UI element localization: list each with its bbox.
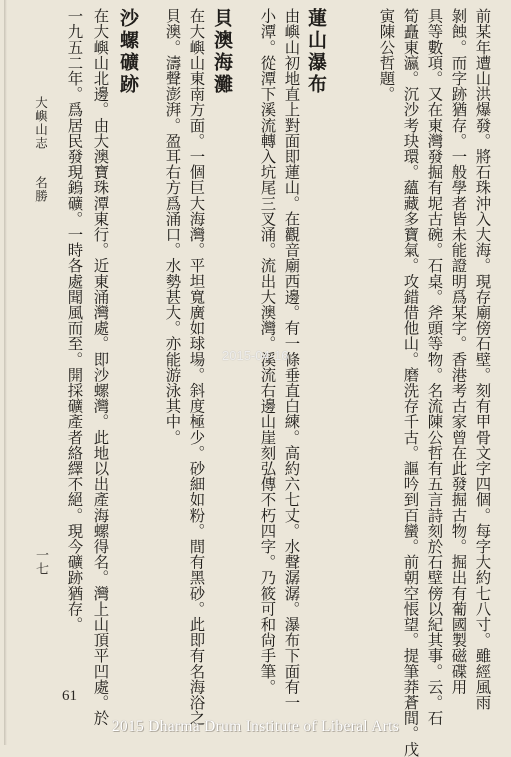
section-heading-sha-lo-mine: 沙螺礦跡 bbox=[117, 8, 139, 96]
text-column-12: 貝澳。濤聲澎湃。盈耳右方爲涌口。水勢甚大。亦能游泳其中。 bbox=[163, 8, 182, 445]
chapter-page-number: 一七 bbox=[33, 548, 48, 576]
text-column-14: 在大嶼山北邊。由大澳寶珠潭東行。近東涌灣處。即沙螺灣。此地以出產海螺得名。灣上山頂平凹處。於 bbox=[91, 8, 110, 726]
text-column-1: 前某年遭山洪爆發。將石珠沖入大海。現存廟傍石壁。刻有甲骨文字四個。每字大約七八寸。雖經風雨 bbox=[473, 8, 492, 710]
text-column-8: 由嶼山初地直上對面即蓮山。在觀音廟西邊。有一條垂直白練。高約六七丈。水聲潺潺。瀑布下面有一 bbox=[282, 8, 301, 710]
folio-number: 61 bbox=[62, 688, 77, 704]
text-column-3: 具等數項。又在東灣發掘有坭古碗。石桌。斧頭等物。名流陳公哲有五言詩刻於石壁傍以紀其事。云。石 bbox=[425, 8, 444, 726]
section-label: 名勝 bbox=[33, 176, 49, 203]
date-watermark: 2015-04-16 bbox=[222, 348, 289, 363]
running-header: 大嶼山志 bbox=[33, 96, 49, 150]
section-heading-lotus-waterfall: 蓮山瀑布 bbox=[305, 8, 327, 96]
section-heading-pui-o-beach: 貝澳海灘 bbox=[211, 8, 233, 96]
text-column-4: 筍矗東瀛。沉沙考玦環。蘊藏多寶氣。攻錯借他山。磨洗存千古。謳吟到百蠻。前朝空悵望。提筆莽蒼間。戊 bbox=[401, 8, 420, 757]
text-column-15: 一九五二年。爲居民發現鎢礦。一時各處聞風而至。開採礦產者絡繹不絕。現今礦跡猶存。 bbox=[65, 8, 84, 632]
text-column-5: 寅陳公哲題。 bbox=[377, 8, 396, 102]
text-column-9: 小潭。從潭下溪流轉入坑尾三叉涌。流出大澳灣。溪流右邊山崖刻弘傳不朽四字。乃筱可和尙手筆。 bbox=[258, 8, 277, 695]
copyright-footer: 2015 Dharma Drum Institute of Liberal Arts bbox=[111, 718, 400, 735]
page-fold-shadow bbox=[4, 0, 7, 745]
text-column-2: 剝蝕。而字跡猶存。一般學者皆未能證明爲某字。香港考古家曾在此發掘古物。掘出有葡國製磁碟用 bbox=[449, 8, 468, 695]
text-column-11: 在大嶼山東南方面。一個巨大海灣。平坦寬廣如球場。斜度極少。砂細如粉。間有黑砂。此即有名海浴之 bbox=[187, 8, 206, 726]
